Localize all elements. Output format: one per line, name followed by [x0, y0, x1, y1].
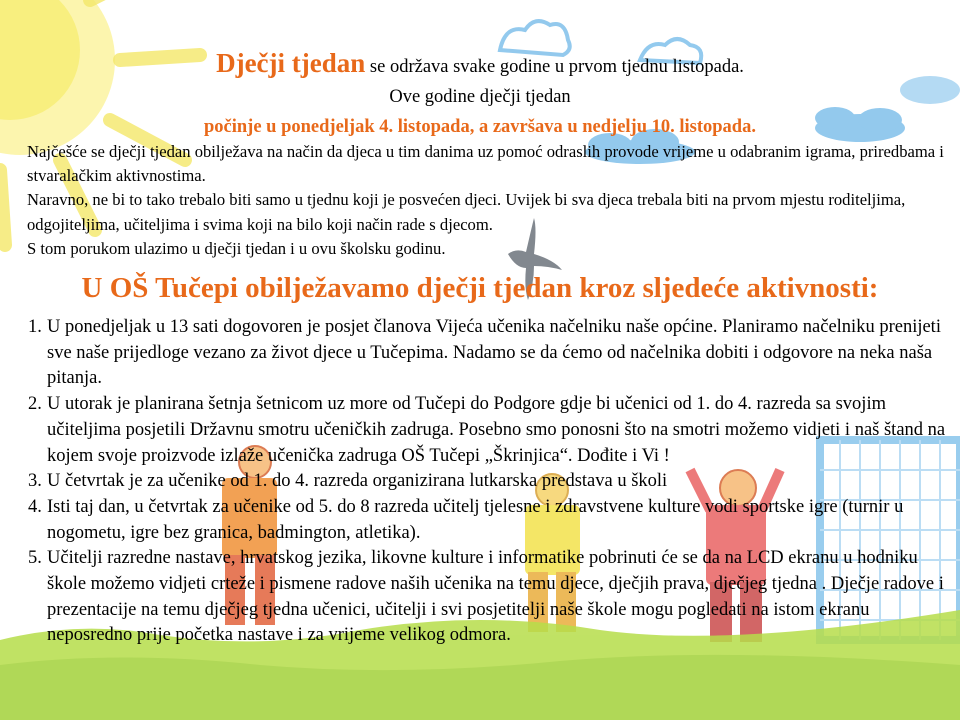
- intro-paragraph: Najčešće se dječji tjedan obilježava na način da djeca u tim danima uz pomoć odraslih provode vrijeme u odabranim igrama, priredbama i stvaralačkim aktivnostima.: [27, 142, 944, 186]
- list-item-number: 2.: [28, 394, 42, 415]
- list-item-number: 1.: [28, 317, 42, 337]
- list-item: [28, 392, 953, 469]
- activities-list: [28, 315, 953, 649]
- title-line-rest: se održava svake godine u prvom tjednu listopada.: [365, 57, 744, 77]
- subtitle-line: Ove godine dječji tjedan: [389, 87, 571, 107]
- section-heading: U OŠ Tučepi obilježavamo dječji tjedan kroz sljedeće aktivnosti:: [81, 272, 879, 304]
- list-item-text: U utorak je planirana šetnja šetnicom uz more od Tučepi do Podgore gdje bi učenici od 1. do 4. razreda sa svojim učiteljima posjetili Državnu smotru učeničkih zadruga. Posebno smo ponosni što na smotri možemo vidjeti i naš štand na kojem svoje proizvode izlaže učenička zadruga OŠ Tučepi „Škrinjica“. Dođite i Vi !: [47, 394, 946, 466]
- intro-paragraph: Naravno, ne bi to tako trebalo biti samo u tjednu koji je posvećen djeci. Uvijek bi sva djeca trebala biti na prvom mjestu roditeljima, odgojiteljima, učiteljima i svima koji na bilo koji način rade s djecom.: [27, 190, 906, 234]
- list-item-number: 4.: [28, 496, 42, 517]
- list-item: [28, 469, 953, 495]
- list-item-text: U četvrtak je za učenike od 1. do 4. razreda organizirana lutkarska predstava u školi: [47, 471, 668, 492]
- list-item-text: Isti taj dan, u četvrtak za učenike od 5. do 8 razreda učitelj tjelesne i zdravstvene kulture vodi sportske igre (turnir u nogometu, igre bez granica, badmington, atletika).: [47, 496, 904, 543]
- intro-paragraphs: [27, 140, 947, 261]
- intro-paragraph: S tom porukom ulazimo u dječji tjedan i u ovu školsku godinu.: [27, 238, 446, 258]
- page-title: Dječji tjedan: [216, 48, 366, 78]
- list-item: [28, 546, 953, 649]
- list-item-number: 5.: [28, 548, 42, 569]
- list-item: [28, 315, 953, 392]
- title-line: [0, 50, 960, 80]
- list-item-text: Učitelji razredne nastave, hrvatskog jezika, likovne kulture i informatike pobrinuti će se da na LCD ekranu u hodniku škole možemo vidjeti crteže i pismene radove naših učenika na temu djece, dječjih prava, dječjeg tjedna . Dječje radove i prezentacije na temu dječjeg tjedna učenici, učitelji i svi posjetitelji naše škole mogu pogledati na istom ekranu neposredno prije početka nastave i za vrijeme velikog odmora.: [47, 548, 944, 646]
- list-item: [28, 495, 953, 546]
- list-item-text: U ponedjeljak u 13 sati dogovoren je posjet članova Vijeća učenika načelniku naše općine. Planiramo načelniku prenijeti sve naše prijedloge vezano za život djece u Tučepima. Nadamo se da ćemo od načelnika dobiti i odgovore na neka naša pitanja.: [47, 317, 941, 389]
- date-range-line: počinje u ponedjeljak 4. listopada, a završava u nedjelju 10. listopada.: [204, 117, 756, 137]
- list-item-number: 3.: [28, 471, 42, 492]
